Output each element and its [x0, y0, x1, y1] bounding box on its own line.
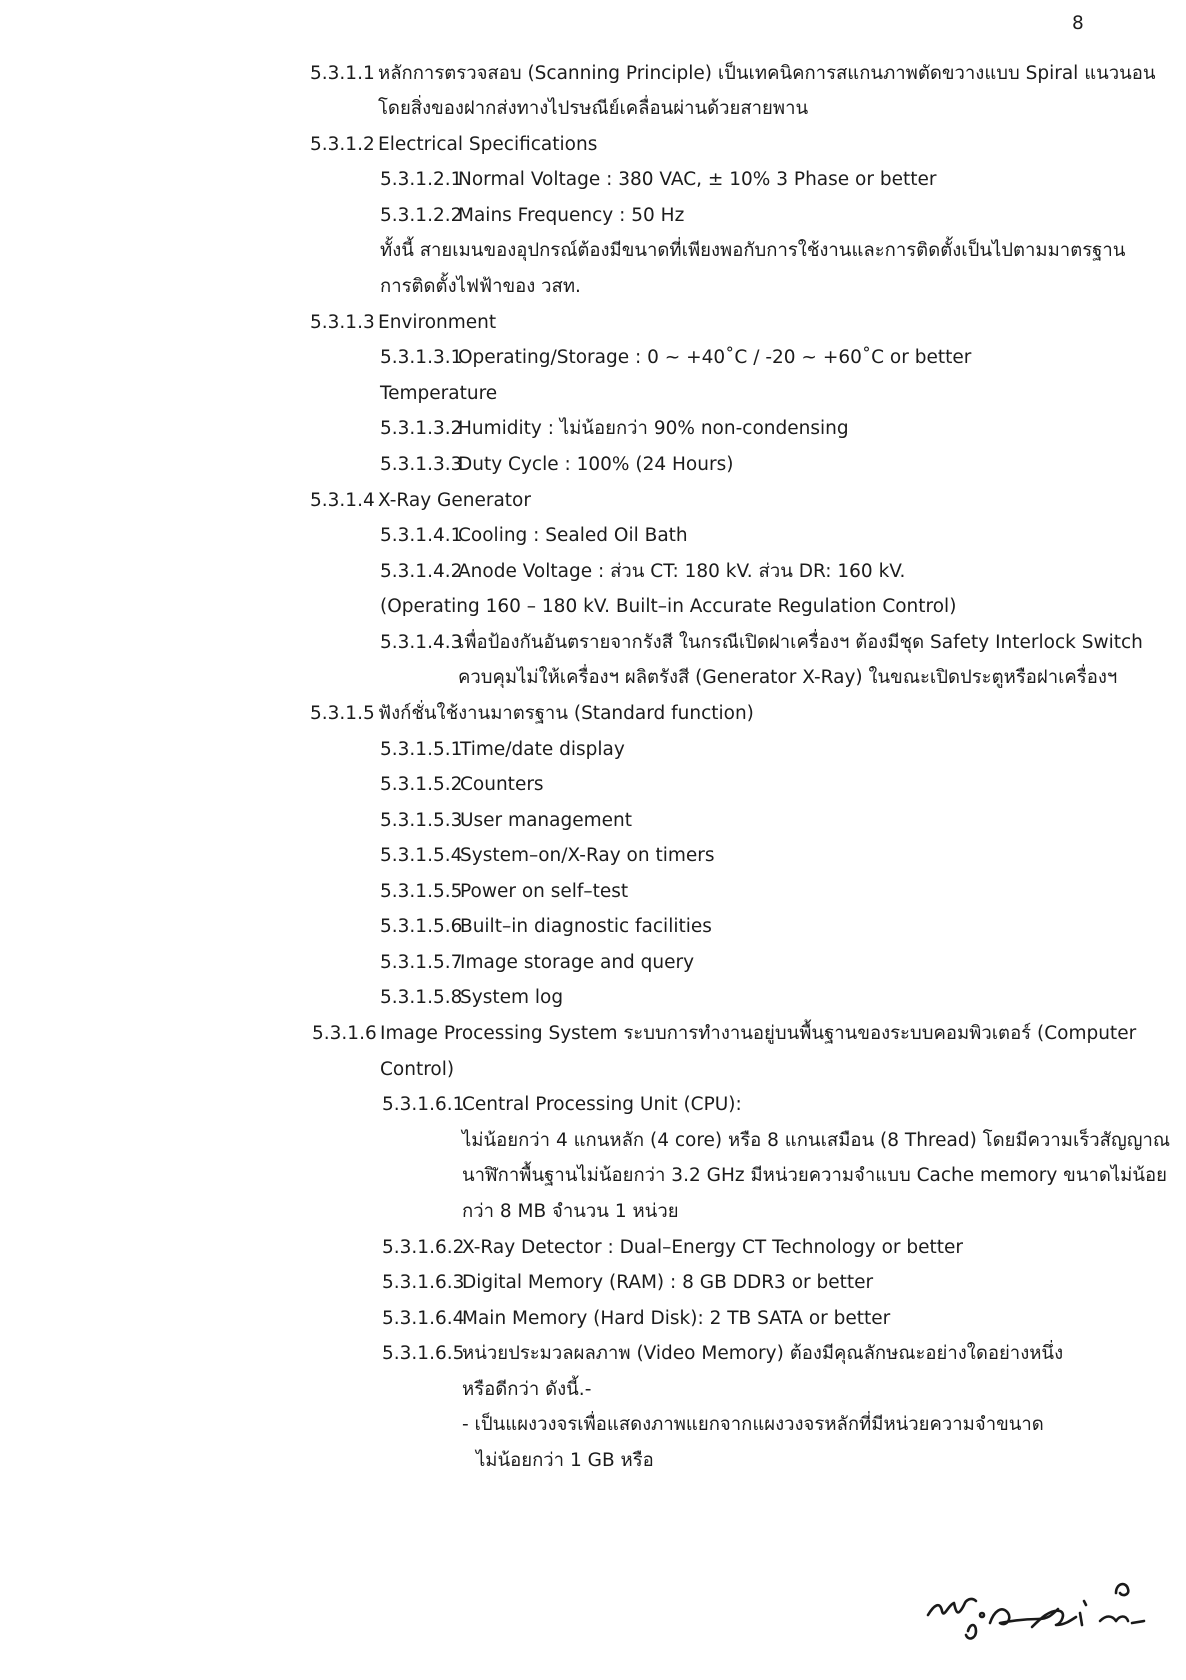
subsection-number: 5.3.1.3.3 — [380, 454, 463, 475]
subsection-text: System log — [460, 987, 564, 1008]
subsection-number: 5.3.1.2.2 — [380, 205, 463, 226]
subsection-text: (Operating 160 – 180 kV. Built–in Accurate Regulation Control) — [380, 596, 957, 617]
subsection-number: 5.3.1.6.2 — [382, 1237, 465, 1258]
subsection-text: Mains Frequency : 50 Hz — [458, 205, 685, 226]
section-number: 5.3.1.5 — [310, 703, 375, 724]
subsection-number: 5.3.1.5.3 — [380, 810, 463, 831]
section-heading: X-Ray Generator — [378, 490, 531, 511]
subsection-number: 5.3.1.5.4 — [380, 845, 463, 866]
subsection-text: Digital Memory (RAM) : 8 GB DDR3 or better — [462, 1272, 874, 1293]
subsection-text: Central Processing Unit (CPU): — [462, 1094, 742, 1115]
subsection-text: Duty Cycle : 100% (24 Hours) — [458, 454, 734, 475]
subsection-number: 5.3.1.2.1 — [380, 169, 463, 190]
section-heading: ฟังก์ชั่นใช้งานมาตรฐาน (Standard function) — [378, 703, 754, 724]
subsection-text: ไม่น้อยกว่า 4 แกนหลัก (4 core) หรือ 8 แกนเสมือน (8 Thread) โดยมีความเร็วสัญญาณ — [462, 1130, 1171, 1151]
subsection-text: User management — [460, 810, 632, 831]
subsection-text: Normal Voltage : 380 VAC, ± 10% 3 Phase or better — [458, 169, 937, 190]
subsection-text: Humidity : ไม่น้อยกว่า 90% non-condensing — [458, 418, 849, 439]
section-heading: Environment — [378, 312, 497, 333]
subsection-number: 5.3.1.5.7 — [380, 952, 463, 973]
subsection-number: 5.3.1.4.2 — [380, 561, 463, 582]
section-number: 5.3.1.1 — [310, 63, 375, 84]
subsection-text: System–on/X-Ray on timers — [460, 845, 715, 866]
subsection-number: 5.3.1.5.2 — [380, 774, 463, 795]
subsection-number: 5.3.1.6.4 — [382, 1308, 465, 1329]
section-text: Image Processing System ระบบการทำงานอยู่บนพื้นฐานของระบบคอมพิวเตอร์ (Computer — [380, 1023, 1137, 1044]
subsection-text: เพื่อป้องกันอันตรายจากรังสี ในกรณีเปิดฝาเครื่องฯ ต้องมีชุด Safety Interlock Switch — [458, 632, 1143, 653]
section-text: โดยสิ่งของฝากส่งทางไปรษณีย์เคลื่อนผ่านด้วยสายพาน — [378, 98, 809, 119]
subsection-number: 5.3.1.6.5 — [382, 1343, 465, 1364]
page-number: 8 — [1072, 13, 1084, 34]
subsection-number: 5.3.1.3.2 — [380, 418, 463, 439]
subsection-text: Power on self–test — [460, 881, 629, 902]
section-number: 5.3.1.2 — [310, 134, 375, 155]
subsection-number: 5.3.1.5.5 — [380, 881, 463, 902]
subsection-text: หน่วยประมวลผลภาพ (Video Memory) ต้องมีคุณลักษณะอย่างใดอย่างหนึ่ง — [462, 1343, 1064, 1364]
subsection-number: 5.3.1.6.3 — [382, 1272, 465, 1293]
subsection-number: 5.3.1.4.1 — [380, 525, 463, 546]
subsection-text: กว่า 8 MB จำนวน 1 หน่วย — [462, 1201, 679, 1222]
bullet-text: - เป็นแผงวงจรเพื่อแสดงภาพแยกจากแผงวงจรหลักที่มีหน่วยความจำขนาด — [462, 1414, 1044, 1435]
subsection-text: X-Ray Detector : Dual–Energy CT Technology or better — [462, 1237, 964, 1258]
subsection-number: 5.3.1.5.6 — [380, 916, 463, 937]
subsection-number: 5.3.1.5.1 — [380, 739, 463, 760]
section-text: Control) — [380, 1059, 455, 1080]
note-text: การติดตั้งไฟฟ้าของ วสท. — [380, 276, 581, 297]
subsection-text: Anode Voltage : ส่วน CT: 180 kV. ส่วน DR: 160 kV. — [458, 561, 906, 582]
signature-icon — [920, 1565, 1170, 1655]
bullet-text: ไม่น้อยกว่า 1 GB หรือ — [476, 1450, 654, 1471]
subsection-text: Counters — [460, 774, 544, 795]
section-number: 5.3.1.4 — [310, 490, 375, 511]
subsection-text: หรือดีกว่า ดังนี้.- — [462, 1379, 592, 1400]
subsection-text: Image storage and query — [460, 952, 695, 973]
subsection-text: Temperature — [380, 383, 498, 404]
subsection-text: Built–in diagnostic facilities — [460, 916, 712, 937]
section-heading: Electrical Specifications — [378, 134, 598, 155]
subsection-number: 5.3.1.4.3 — [380, 632, 463, 653]
subsection-text: Main Memory (Hard Disk): 2 TB SATA or better — [462, 1308, 891, 1329]
subsection-text: Operating/Storage : 0 ~ +40˚C / -20 ~ +60˚C or better — [458, 347, 972, 368]
subsection-text: Cooling : Sealed Oil Bath — [458, 525, 688, 546]
subsection-number: 5.3.1.3.1 — [380, 347, 463, 368]
section-number: 5.3.1.3 — [310, 312, 375, 333]
subsection-number: 5.3.1.5.8 — [380, 987, 463, 1008]
subsection-number: 5.3.1.6.1 — [382, 1094, 465, 1115]
subsection-text: ควบคุมไม่ให้เครื่องฯ ผลิตรังสี (Generator X-Ray) ในขณะเปิดประตูหรือฝาเครื่องฯ — [458, 667, 1118, 688]
note-text: ทั้งนี้ สายเมนของอุปกรณ์ต้องมีขนาดที่เพียงพอกับการใช้งานและการติดตั้งเป็นไปตามมาตรฐาน — [380, 240, 1126, 261]
section-text: หลักการตรวจสอบ (Scanning Principle) เป็นเทคนิคการสแกนภาพตัดขวางแบบ Spiral แนวนอน — [378, 63, 1156, 84]
subsection-text: นาฬิกาพื้นฐานไม่น้อยกว่า 3.2 GHz มีหน่วยความจำแบบ Cache memory ขนาดไม่น้อย — [462, 1165, 1167, 1186]
subsection-text: Time/date display — [460, 739, 625, 760]
section-number: 5.3.1.6 — [312, 1023, 377, 1044]
